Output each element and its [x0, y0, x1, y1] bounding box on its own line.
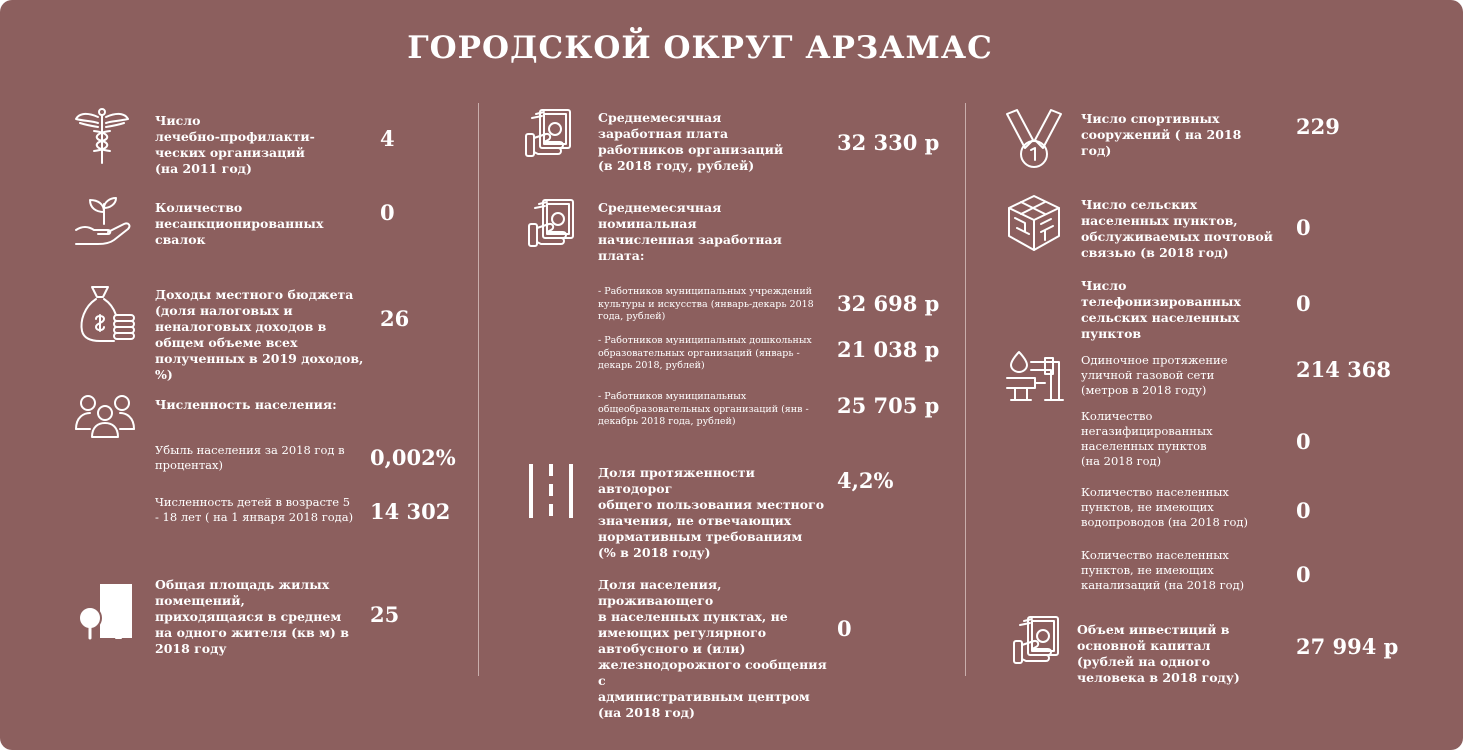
people-group-icon	[74, 393, 136, 439]
no-water-label: Количество населенных пунктов, не имеющих водопроводов (на 2018 год)	[1081, 485, 1248, 529]
no-water-value: 0	[1296, 498, 1311, 523]
investment-value: 27 994 р	[1296, 634, 1399, 659]
medical-orgs-value: 4	[380, 126, 395, 151]
decline-label: Убыль населения за 2018 год в процентах)	[155, 443, 345, 472]
roads-value: 4,2%	[837, 468, 894, 493]
medical-orgs-label: Число лечебно-профилакти- ческих организаций (на 2011 год)	[155, 113, 315, 176]
hand-money-icon	[1012, 615, 1064, 667]
gas-network-label: Одиночное протяжение уличной газовой сети (метров в 2018 году)	[1081, 353, 1228, 397]
hand-money-icon	[527, 198, 579, 250]
road-icon	[527, 462, 575, 520]
phone-value: 0	[1296, 291, 1311, 316]
column-divider	[478, 103, 479, 676]
children-label: Численность детей в возрасте 5 - 18 лет ( на 1 января 2018 года)	[155, 495, 354, 524]
culture-salary-label: - Работников муниципальных учреждений культуры и искусства (январь-декарь 2018 года, рублей)	[598, 286, 814, 322]
school-salary-value: 25 705 р	[837, 393, 940, 418]
dumps-value: 0	[380, 200, 395, 225]
budget-value: 26	[380, 306, 410, 331]
salary-label: Среднемесячная заработная плата работников организаций (в 2018 году, рублей)	[598, 110, 784, 173]
investment-label: Объем инвестиций в основной капитал (рублей на одного человека в 2018 году)	[1077, 622, 1240, 685]
medal-icon	[1005, 108, 1063, 170]
hand-money-icon	[524, 108, 576, 160]
school-salary-label: - Работников муниципальных общеобразовательных организаций (янв - декабрь 2018 года, рублей)	[598, 391, 809, 427]
salary-value: 32 330 р	[837, 130, 940, 155]
nominal-salary-label: Среднемесячная номинальная начисленная заработная плата:	[598, 200, 782, 263]
sports-value: 229	[1296, 114, 1340, 139]
no-gas-value: 0	[1296, 429, 1311, 454]
transport-label: Доля населения, проживающего в населенных пунктах, не имеющих регулярного автобусного и (или) железнодорожного сообщения с административным центром (на 2018 год)	[598, 577, 827, 720]
money-bag-icon	[78, 283, 138, 345]
housing-label: Общая площадь жилых помещений, приходящаяся в среднем на одного жителя (кв м) в 2018 году	[155, 577, 349, 656]
postal-label: Число сельских населенных пунктов, обслуживаемых почтовой связью (в 2018 год)	[1081, 197, 1273, 260]
gas-pipe-icon	[1005, 348, 1065, 404]
no-sewer-value: 0	[1296, 562, 1311, 587]
gas-network-value: 214 368	[1296, 357, 1391, 382]
preschool-salary-label: - Работников муниципальных дошкольных образовательных организаций (январь - декарь 2018, рублей)	[598, 335, 812, 371]
phone-label: Число телефонизированных сельских населенных пунктов	[1081, 278, 1241, 341]
postal-value: 0	[1296, 215, 1311, 240]
building-tree-icon	[76, 582, 136, 640]
page-title: ГОРОДСКОЙ ОКРУГ АРЗАМАС	[407, 30, 993, 66]
sports-label: Число спортивных сооружений ( на 2018 год)	[1081, 111, 1242, 158]
sprout-hand-icon	[74, 190, 134, 248]
population-label: Численность населения:	[155, 397, 337, 412]
circuit-box-icon	[1005, 194, 1063, 252]
transport-value: 0	[837, 616, 852, 641]
children-value: 14 302	[370, 499, 451, 524]
budget-label: Доходы местного бюджета (доля налоговых и неналоговых доходов в общем объеме всех полученных в 2019 доходов, %)	[155, 287, 364, 382]
caduceus-icon	[74, 105, 130, 165]
culture-salary-value: 32 698 р	[837, 291, 940, 316]
no-gas-label: Количество негазифицированных населенных пунктов (на 2018 год)	[1081, 409, 1213, 468]
no-sewer-label: Количество населенных пунктов, не имеющих канализаций (на 2018 год)	[1081, 548, 1245, 592]
housing-value: 25	[370, 602, 400, 627]
decline-value: 0,002%	[370, 445, 456, 470]
dumps-label: Количество несанкционированных свалок	[155, 200, 324, 247]
preschool-salary-value: 21 038 р	[837, 337, 940, 362]
column-divider	[965, 103, 966, 676]
roads-label: Доля протяженности автодорог общего пользования местного значения, не отвечающих нормативным требованиям (% в 2018 году)	[598, 465, 825, 560]
